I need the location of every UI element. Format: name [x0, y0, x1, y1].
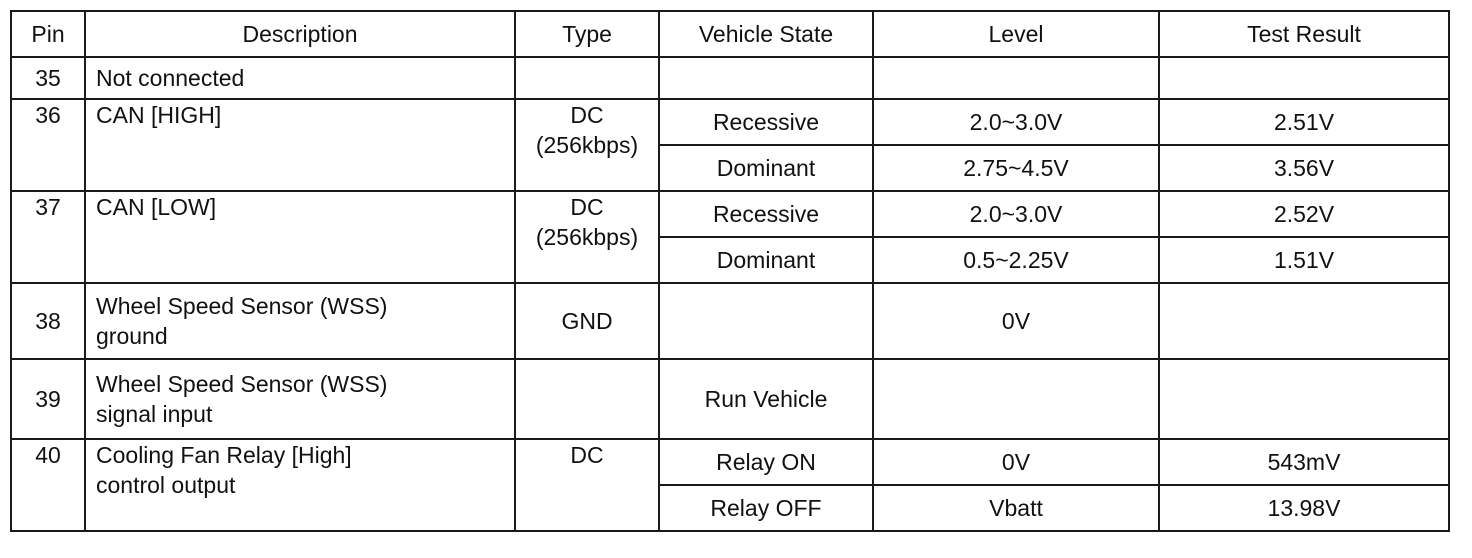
- level-value: 2.0~3.0V: [873, 191, 1159, 237]
- table-row: [11, 359, 1449, 439]
- pin-type: [515, 57, 659, 99]
- pin-number: 35: [11, 57, 85, 99]
- level-value: [873, 57, 1159, 99]
- header-row: [11, 11, 1449, 57]
- pin-type-line: DC: [570, 102, 604, 128]
- header-test-result: Test Result: [1159, 11, 1449, 57]
- vehicle-state: Recessive: [659, 99, 873, 145]
- pin-number: 36: [11, 99, 85, 191]
- pin-number: 39: [11, 359, 85, 439]
- pin-number: 40: [11, 439, 85, 531]
- test-result: [1159, 57, 1449, 99]
- table-row: [11, 99, 1449, 145]
- header-vehicle-state: Vehicle State: [659, 11, 873, 57]
- table-row: [11, 57, 1449, 99]
- pin-type-line: DC: [570, 194, 604, 220]
- pin-description: CAN [HIGH]: [85, 99, 515, 191]
- test-result: 13.98V: [1159, 485, 1449, 531]
- pin-description: CAN [LOW]: [85, 191, 515, 283]
- pin-number: 38: [11, 283, 85, 359]
- pin-description: [85, 283, 515, 359]
- pin-description: Not connected: [85, 57, 515, 99]
- vehicle-state: Dominant: [659, 237, 873, 283]
- vehicle-state: Relay OFF: [659, 485, 873, 531]
- pin-number: 37: [11, 191, 85, 283]
- level-value: 2.0~3.0V: [873, 99, 1159, 145]
- vehicle-state: Recessive: [659, 191, 873, 237]
- test-result: 543mV: [1159, 439, 1449, 485]
- pin-description-line: Cooling Fan Relay [High]: [96, 442, 352, 468]
- test-result: 3.56V: [1159, 145, 1449, 191]
- header-pin: Pin: [11, 11, 85, 57]
- level-value: 0V: [873, 439, 1159, 485]
- pin-type: GND: [515, 283, 659, 359]
- pin-type-line: (256kbps): [535, 224, 639, 250]
- pin-description-line: ground: [96, 323, 168, 349]
- test-result: 1.51V: [1159, 237, 1449, 283]
- pin-description-line: Wheel Speed Sensor (WSS): [96, 371, 388, 397]
- pin-type: [515, 359, 659, 439]
- vehicle-state: [659, 57, 873, 99]
- pin-description-line: signal input: [96, 401, 213, 427]
- table-row: [11, 283, 1449, 359]
- level-value: 0.5~2.25V: [873, 237, 1159, 283]
- pin-description: [85, 439, 515, 531]
- level-value: [873, 359, 1159, 439]
- test-result: [1159, 359, 1449, 439]
- pin-type: [515, 99, 659, 191]
- test-result: [1159, 283, 1449, 359]
- test-result: 2.51V: [1159, 99, 1449, 145]
- vehicle-state: Run Vehicle: [659, 359, 873, 439]
- pin-test-table: [10, 10, 1450, 532]
- table-row: [11, 439, 1449, 485]
- header-description: Description: [85, 11, 515, 57]
- pin-description-line: Wheel Speed Sensor (WSS): [96, 293, 388, 319]
- pin-description: [85, 359, 515, 439]
- header-level: Level: [873, 11, 1159, 57]
- vehicle-state: [659, 283, 873, 359]
- test-result: 2.52V: [1159, 191, 1449, 237]
- level-value: Vbatt: [873, 485, 1159, 531]
- pin-type-line: (256kbps): [535, 132, 639, 158]
- vehicle-state: Dominant: [659, 145, 873, 191]
- table-row: [11, 191, 1449, 237]
- level-value: 0V: [873, 283, 1159, 359]
- pin-description-line: control output: [96, 472, 236, 498]
- vehicle-state: Relay ON: [659, 439, 873, 485]
- pin-type: DC: [515, 439, 659, 531]
- pin-type: [515, 191, 659, 283]
- level-value: 2.75~4.5V: [873, 145, 1159, 191]
- header-type: Type: [515, 11, 659, 57]
